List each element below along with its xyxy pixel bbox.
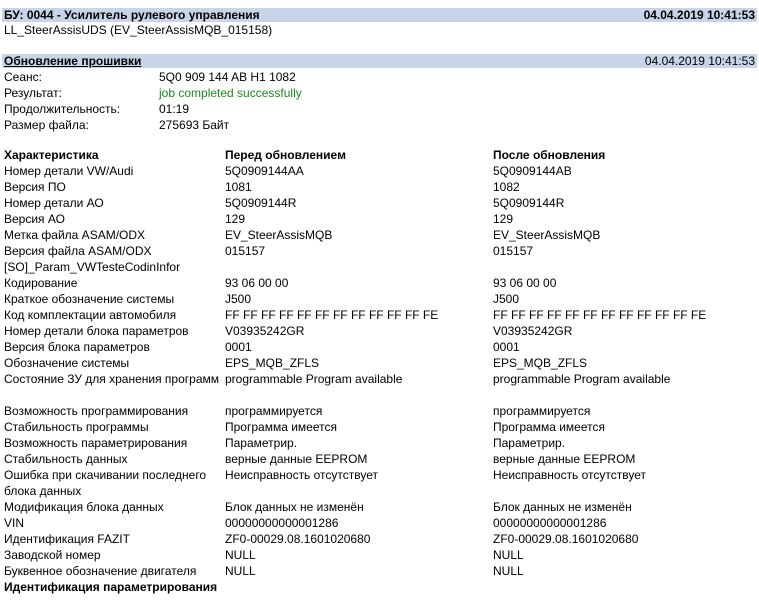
table-row (4, 403, 758, 419)
value-after: 5Q0909144AB (493, 164, 572, 178)
characteristic-name: Краткое обозначение системы (4, 292, 175, 306)
table-row (4, 531, 758, 547)
table-row (4, 339, 758, 355)
value-before: FF FF FF FF FF FF FF FF FF FF FF FE (225, 308, 439, 322)
value-before: ZF0-00029.08.1601020680 (225, 532, 371, 546)
value-before: верные данные EEPROM (225, 452, 368, 466)
value-after: 129 (493, 212, 514, 226)
firmware-update-title: Обновление прошивки (4, 54, 142, 68)
value-after: J500 (493, 292, 520, 306)
parametrization-id-heading: Идентификация параметрирования (4, 580, 218, 594)
parametrization-id-heading-row (4, 579, 758, 611)
characteristic-name: Версия блока параметров (4, 340, 150, 354)
firmware-update-datetime: 04.04.2019 10:41:53 (644, 54, 755, 68)
value-before: Параметрир. (225, 436, 298, 450)
value-before: 015157 (225, 244, 266, 258)
value-before: Неисправность отсутствует (225, 468, 379, 482)
value-before: программируется (225, 404, 323, 418)
table-row (4, 547, 758, 563)
table-row (4, 435, 758, 451)
table-row (4, 451, 758, 467)
characteristic-name: Номер детали блока параметров (4, 324, 189, 338)
characteristic-name: Стабильность данных (4, 452, 128, 466)
value-after: Неисправность отсутствует (493, 468, 647, 482)
characteristic-name: Версия ПО (4, 180, 66, 194)
characteristic-name: Модификация блока данных (4, 500, 164, 514)
table-row (4, 563, 758, 579)
value-after: 5Q0909144R (493, 196, 565, 210)
value-before: J500 (225, 292, 252, 306)
table-row (4, 259, 758, 275)
value-before: 5Q0909144R (225, 196, 297, 210)
value-before: 5Q0909144AA (225, 164, 304, 178)
header-datetime: 04.04.2019 10:41:53 (643, 8, 755, 22)
table-row (4, 275, 758, 291)
value-after: EV_SteerAssisMQB (493, 228, 601, 242)
value-before: 93 06 00 00 (225, 276, 289, 290)
field-value: 275693 Байт (159, 118, 230, 132)
table-row (4, 179, 758, 195)
result-field (4, 86, 744, 101)
characteristic-name: Номер детали АО (4, 196, 104, 210)
value-after: Параметрир. (493, 436, 566, 450)
table-row (4, 163, 758, 179)
characteristic-name: Состояние ЗУ для хранения программ (4, 372, 219, 386)
table-row (4, 291, 758, 307)
characteristic-name: Кодирование (4, 276, 78, 290)
field-value: 01:19 (159, 102, 190, 116)
value-after: 00000000000001286 (493, 516, 607, 530)
field-label: Продолжительность: (4, 102, 121, 116)
table-row (4, 307, 758, 323)
value-after: 1082 (493, 180, 520, 194)
table-header-row (4, 147, 758, 163)
value-after: верные данные EEPROM (493, 452, 636, 466)
table-row (4, 211, 758, 227)
characteristic-name: Буквенное обозначение двигателя (4, 564, 197, 578)
field-value: 5Q0 909 144 AB H1 1082 (159, 70, 296, 84)
table-row (4, 195, 758, 211)
characteristic-name: Ошибка при скачивании последнего блока данных (4, 468, 207, 498)
control-unit-subtitle: LL_SteerAssisUDS (EV_SteerAssisMQB_015158) (4, 23, 273, 37)
value-before: NULL (225, 548, 256, 562)
characteristic-name: VIN (4, 516, 25, 530)
characteristic-name: [SO]_Param_VWTesteCodinInfor (4, 260, 181, 274)
value-after: 0001 (493, 340, 520, 354)
value-before: 129 (225, 212, 246, 226)
column-header-characteristic: Характеристика (4, 148, 99, 162)
value-before: Блок данных не изменён (225, 500, 364, 514)
table-row (4, 499, 758, 515)
table-row (4, 323, 758, 339)
field-label: Результат: (4, 86, 62, 100)
value-after: EPS_MQB_ZFLS (493, 356, 588, 370)
value-before: Программа имеется (225, 420, 337, 434)
session-field (4, 70, 744, 85)
table-row (4, 371, 758, 403)
characteristic-name: Код комплектации автомобиля (4, 308, 177, 322)
column-header-before: Перед обновлением (225, 148, 346, 162)
characteristic-name: Метка файла ASAM/ODX (4, 228, 146, 242)
value-before: EV_SteerAssisMQB (225, 228, 333, 242)
value-before: 0001 (225, 340, 252, 354)
control-unit-header-bar (2, 8, 757, 22)
value-before: programmable Program available (225, 372, 403, 386)
table-row (4, 419, 758, 435)
value-before: 1081 (225, 180, 252, 194)
value-before: 00000000000001286 (225, 516, 339, 530)
value-after: программируется (493, 404, 591, 418)
control-unit-title: БУ: 0044 - Усилитель рулевого управления (4, 8, 260, 22)
column-header-after: После обновления (493, 148, 606, 162)
characteristic-name: Возможность программирования (4, 404, 189, 418)
table-row (4, 243, 758, 259)
value-after: 93 06 00 00 (493, 276, 557, 290)
value-after: ZF0-00029.08.1601020680 (493, 532, 639, 546)
characteristic-name: Номер детали VW/Audi (4, 164, 134, 178)
table-row (4, 467, 758, 499)
table-row (4, 515, 758, 531)
table-row (4, 355, 758, 371)
value-before: EPS_MQB_ZFLS (225, 356, 320, 370)
field-label: Размер файла: (4, 118, 89, 132)
duration-field (4, 102, 744, 117)
firmware-update-header-bar (2, 54, 757, 68)
value-after: programmable Program available (493, 372, 671, 386)
value-before: V03935242GR (225, 324, 305, 338)
value-after: 015157 (493, 244, 534, 258)
value-after: Программа имеется (493, 420, 605, 434)
characteristics-table (4, 147, 758, 611)
characteristic-name: Версия АО (4, 212, 65, 226)
value-before: NULL (225, 564, 256, 578)
value-after: FF FF FF FF FF FF FF FF FF FF FF FE (493, 308, 707, 322)
file-size-field (4, 118, 744, 133)
characteristic-name: Обозначение системы (4, 356, 130, 370)
characteristic-name: Возможность параметрирования (4, 436, 188, 450)
characteristic-name: Стабильность программы (4, 420, 149, 434)
value-after: Блок данных не изменён (493, 500, 632, 514)
value-after: V03935242GR (493, 324, 573, 338)
table-row (4, 227, 758, 243)
characteristic-name: Идентификация FAZIT (4, 532, 130, 546)
characteristic-name: Заводской номер (4, 548, 101, 562)
field-label: Сеанс: (4, 70, 42, 84)
result-status: job completed successfully (159, 86, 302, 100)
characteristic-name: Версия файла ASAM/ODX (4, 244, 152, 258)
value-after: NULL (493, 548, 524, 562)
value-after: NULL (493, 564, 524, 578)
